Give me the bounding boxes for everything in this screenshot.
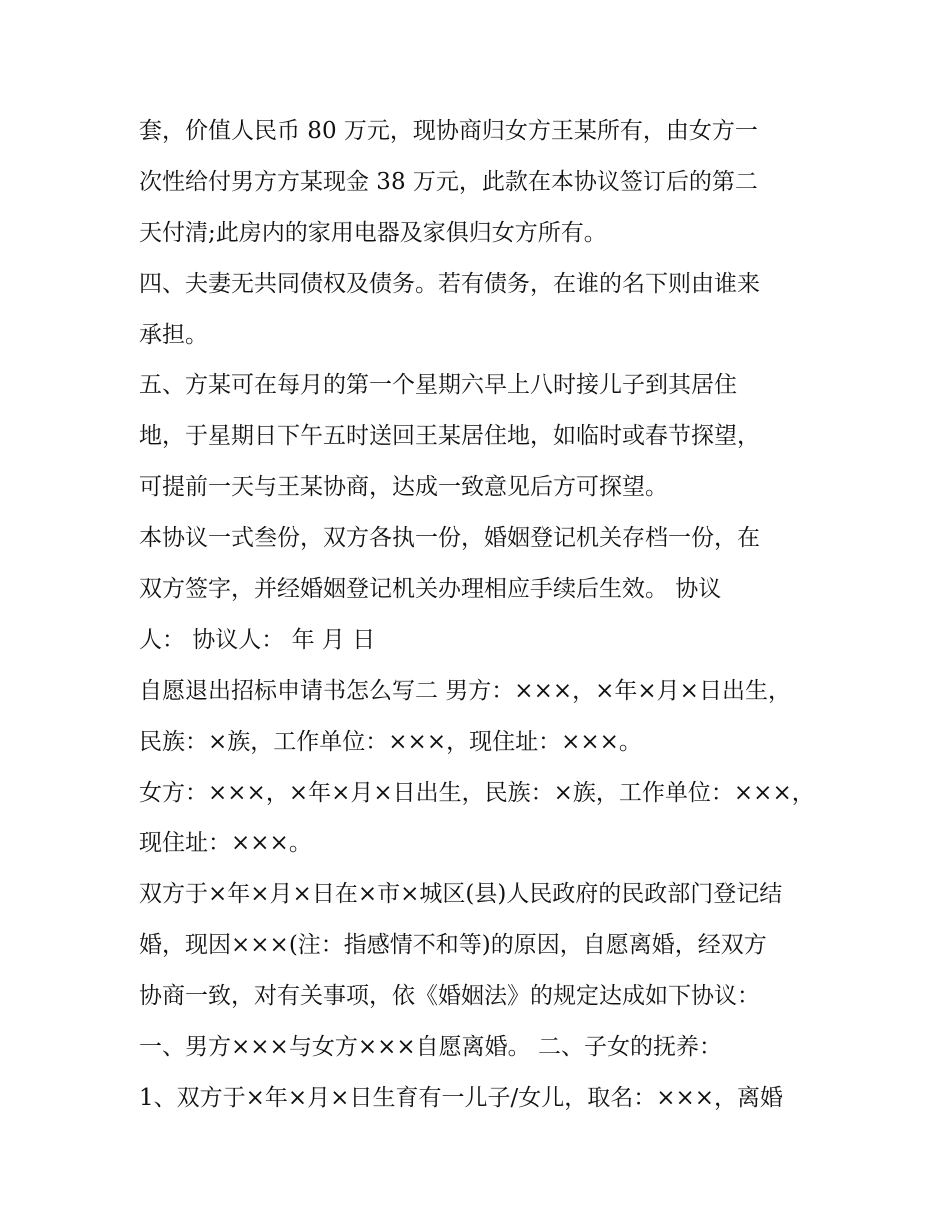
text-line: 四、夫妻无共同债权及债务。若有债务，在谁的名下则由谁来 xyxy=(139,270,760,297)
text-line: 女方：×××，×年×月×日出生，民族：×族，工作单位：×××， xyxy=(139,779,815,806)
text-line: 本协议一式叁份，双方各执一份，婚姻登记机关存档一份，在 xyxy=(139,525,760,552)
text-line: 地，于星期日下午五时送回王某居住地，如临时或春节探望， xyxy=(139,423,760,450)
text-line: 承担。 xyxy=(139,321,208,348)
text-line: 天付清;此房内的家用电器及家俱归女方所有。 xyxy=(139,219,607,246)
text-line: 次性给付男方方某现金 38 万元，此款在本协议签订后的第二 xyxy=(139,168,758,195)
text-line: 可提前一天与王某协商，达成一致意见后方可探望。 xyxy=(139,474,668,501)
text-line: 1、双方于×年×月×日生育有一儿子/女儿，取名：×××，离婚 xyxy=(139,1084,784,1111)
document-body xyxy=(139,106,829,1124)
text-line: 五、方某可在每月的第一个星期六早上八时接儿子到其居住 xyxy=(139,372,737,399)
text-line: 人： 协议人： 年 月 日 xyxy=(139,626,376,653)
text-line: 一、男方×××与女方×××自愿离婚。 二、子女的抚养： xyxy=(139,1034,722,1061)
text-line: 现住址：×××。 xyxy=(139,830,312,857)
text-line: 双方于×年×月×日在×市×城区(县)人民政府的民政部门登记结 xyxy=(139,881,783,908)
text-line: 协商一致，对有关事项，依《婚姻法》的规定达成如下协议： xyxy=(139,983,760,1010)
text-line: 民族：×族，工作单位：×××，现住址：×××。 xyxy=(139,728,642,755)
text-line: 套，价值人民币 80 万元，现协商归女方王某所有，由女方一 xyxy=(139,118,758,144)
text-line: 双方签字，并经婚姻登记机关办理相应手续后生效。 协议 xyxy=(139,576,722,603)
text-line: 婚，现因×××(注：指感情不和等)的原因，自愿离婚，经双方 xyxy=(139,932,767,959)
text-line: 自愿退出招标申请书怎么写二 男方：×××，×年×月×日出生， xyxy=(139,677,791,704)
